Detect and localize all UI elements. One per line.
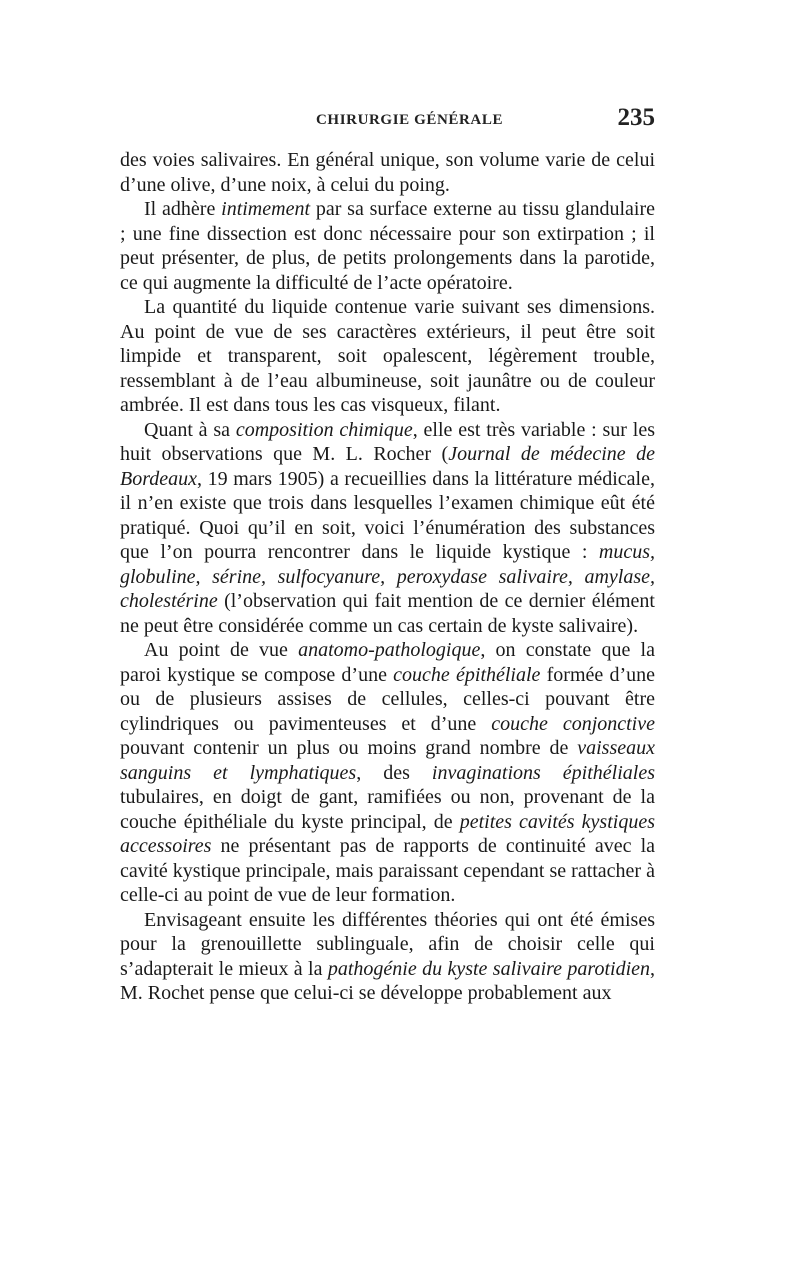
text-run: par sa surface externe au tissu glandulaire ; une fine dissection est donc nécessaire pour son extirpation ; il peut présenter, de plus, de petits prolongements dans la parotide, ce qui augmente la difficulté de l’acte opératoire.	[120, 198, 655, 294]
running-head	[120, 102, 655, 136]
paragraph-anatomo-pathology	[120, 638, 655, 908]
emphasis-couche-epitheliale: couche épithéliale	[393, 663, 541, 686]
emphasis-intimement: intimement	[221, 198, 311, 220]
text-run: des voies salivaires. En général unique, son volume varie de celui d’une olive, d’une noix, à celui du poing.	[120, 149, 655, 196]
text-run: ne présentant pas de rapports de continuité avec la cavité kystique principale, mais paraissant cependant se rattacher à celle-ci au point de vue de leur formation.	[120, 835, 655, 906]
emphasis-vaisseaux: vaisseaux sanguins et lymphatiques	[120, 737, 655, 784]
emphasis-substances: mucus, globuline, sérine, sulfocyanure, peroxydase salivaire, amylase, cholestérine	[120, 541, 655, 612]
body-text	[120, 148, 655, 1006]
page-number: 235	[617, 104, 655, 131]
citation-journal: Journal de médecine de Bordeaux	[120, 443, 656, 490]
text-run: pouvant contenir un plus ou moins grand nombre de	[120, 737, 578, 759]
running-title: CHIRURGIE GÉNÉRALE	[316, 112, 504, 128]
paragraph-chemical-composition	[120, 418, 655, 639]
text-run: , des	[356, 761, 432, 784]
emphasis-petites-cavites: petites cavités kystiques accessoires	[120, 810, 655, 857]
text-run: tubulaires, en doigt de gant, ramifiées ou non, provenant de la couche épithéliale du kyste principal, de	[120, 786, 655, 833]
paragraph-liquid-quantity	[120, 295, 655, 418]
text-run: , 19 mars 1905) a recueillies dans la littérature médicale, il n’en existe que trois dans lesquelles l’examen chimique eût été pratiqué. Quoi qu’il en soit, voici l’énumération des substances que l’on pourra rencontrer dans le liquide kystique :	[120, 467, 655, 563]
text-run: , on constate que la paroi kystique se compose d’une	[120, 639, 655, 686]
text-run: formée d’une ou de plusieurs assises de cellules, celles-ci pouvant être cylindriques ou pavimenteuses et d’une	[120, 663, 655, 735]
text-run: , M. Rochet pense que celui-ci se développe probablement aux	[120, 957, 655, 1004]
text-run: Quant à sa	[144, 418, 236, 441]
text-run: Il adhère	[144, 198, 222, 220]
text-run: , elle est très variable : sur les huit observations que M. L. Rocher (	[120, 418, 655, 465]
emphasis-invaginations: invaginations épithéliales	[431, 761, 655, 784]
emphasis-pathogenie: pathogénie du kyste salivaire parotidien	[327, 957, 650, 980]
text-run: Au point de vue	[144, 639, 299, 661]
emphasis-composition-chimique: composition chimique	[235, 418, 413, 441]
text-run: (l’observation qui fait mention de ce dernier élément ne peut être considérée comme un cas certain de kyste salivaire).	[120, 590, 655, 637]
paragraph-theories	[120, 908, 655, 1006]
emphasis-couche-conjonctive: couche conjonctive	[491, 712, 655, 735]
text-run: Envisageant ensuite les différentes théories qui ont été émises pour la grenouillette sublinguale, afin de choisir celle qui s’adapterait le mieux à la	[120, 908, 655, 980]
emphasis-anatomo-pathologique: anatomo-pathologique	[298, 639, 481, 661]
paragraph-continuation	[120, 148, 655, 197]
text-run: La quantité du liquide contenue varie suivant ses dimensions. Au point de vue de ses caractères extérieurs, il peut être soit limpide et transparent, soit opalescent, légèrement trouble, ressemblant à de l’eau albumineuse, soit jaunâtre ou de couleur ambrée. Il est dans tous les cas visqueux, filant.	[120, 296, 655, 416]
paragraph-adherence	[120, 197, 655, 295]
